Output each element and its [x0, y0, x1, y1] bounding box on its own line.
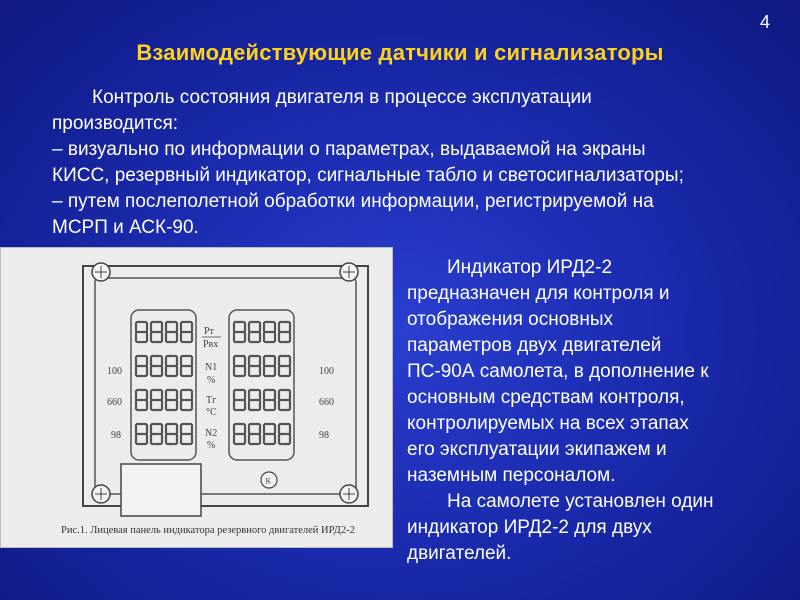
seven-segment-digit [279, 322, 290, 342]
slide-title: Взаимодействующие датчики и сигнализаторы [136, 40, 664, 65]
indicator-figure [0, 247, 393, 548]
screw-icon [340, 263, 358, 281]
label-n2: N2 [205, 428, 218, 439]
right-scale-label: 100 [319, 366, 334, 377]
description-line: наземным персоналом. [407, 465, 616, 486]
seven-segment-digit [166, 390, 177, 410]
intro-line: МСРП и АСК-90. [52, 217, 199, 238]
label-pt: Рт [204, 326, 214, 337]
seven-segment-digit [234, 390, 245, 410]
description-line: ПС-90А самолета, в дополнение к [407, 361, 709, 382]
description-line: На самолете установлен один [447, 491, 714, 512]
seven-segment-digit [264, 424, 275, 444]
seven-segment-digit [181, 390, 192, 410]
description-line: отображения основных [407, 309, 614, 330]
intro-line: – визуально по информации о параметрах, выдаваемой на экраны [52, 139, 646, 160]
description-line: основным средствам контроля, [407, 387, 685, 408]
intro-paragraph [52, 85, 800, 241]
label-degc: °С [206, 407, 217, 418]
seven-segment-digit [234, 424, 245, 444]
connector-block [121, 464, 201, 516]
seven-segment-digit [136, 356, 147, 376]
label-pct: % [207, 440, 216, 451]
seven-segment-digit [151, 322, 162, 342]
label-n1: N1 [205, 362, 218, 373]
seven-segment-digit [249, 390, 260, 410]
description-line: контролируемых на всех этапах [407, 413, 689, 434]
seven-segment-digit [264, 390, 275, 410]
seven-segment-digit [249, 424, 260, 444]
right-scale-label: 98 [319, 430, 329, 441]
label-tg: Тг [206, 395, 217, 406]
seven-segment-digit [234, 356, 245, 376]
seven-segment-digit [264, 356, 275, 376]
figure-caption: Рис.1. Лицевая панель индикатора резервного двигателей ИРД2-2 [61, 525, 355, 536]
intro-line: производится: [52, 113, 179, 134]
seven-segment-digit [264, 322, 275, 342]
indicator-panel-drawing [1, 248, 394, 549]
knob-label: К [265, 476, 271, 486]
seven-segment-digit [279, 356, 290, 376]
description-paragraph [407, 255, 787, 567]
seven-segment-digit [181, 356, 192, 376]
left-scale-label: 100 [107, 366, 122, 377]
screw-icon [92, 263, 110, 281]
description-line: параметров двух двигателей [407, 335, 662, 356]
description-line: предназначен для контроля и [407, 283, 670, 304]
slide-number: 4 [759, 12, 770, 32]
seven-segment-digit [136, 322, 147, 342]
seven-segment-digit [279, 390, 290, 410]
seven-segment-digit [166, 424, 177, 444]
seven-segment-digit [136, 424, 147, 444]
seven-segment-digit [249, 322, 260, 342]
screw-icon [340, 485, 358, 503]
intro-line: КИСС, резервный индикатор, сигнальные табло и светосигнализаторы; [52, 165, 684, 186]
seven-segment-digit [166, 356, 177, 376]
seven-segment-digit [136, 390, 147, 410]
description-line: двигателей. [407, 543, 512, 564]
left-scale-label: 98 [111, 430, 121, 441]
seven-segment-digit [166, 322, 177, 342]
seven-segment-digit [234, 322, 245, 342]
seven-segment-digit [181, 424, 192, 444]
description-line: индикатор ИРД2-2 для двух [407, 517, 652, 538]
right-scale-label: 660 [319, 397, 334, 408]
label-pvx: Рвх [203, 339, 219, 350]
left-scale-label: 660 [107, 397, 122, 408]
seven-segment-digit [151, 356, 162, 376]
seven-segment-digit [181, 322, 192, 342]
label-pct: % [207, 375, 216, 386]
intro-line: – путем послеполетной обработки информации, регистрируемой на [52, 191, 654, 212]
seven-segment-digit [151, 424, 162, 444]
description-line: его эксплуатации экипажем и [407, 439, 667, 460]
intro-line: Контроль состояния двигателя в процессе эксплуатации [92, 87, 592, 108]
seven-segment-digit [151, 390, 162, 410]
screw-icon [92, 485, 110, 503]
seven-segment-digit [279, 424, 290, 444]
description-line: Индикатор ИРД2-2 [447, 257, 613, 278]
seven-segment-digit [249, 356, 260, 376]
panel-inner-frame [95, 278, 356, 494]
